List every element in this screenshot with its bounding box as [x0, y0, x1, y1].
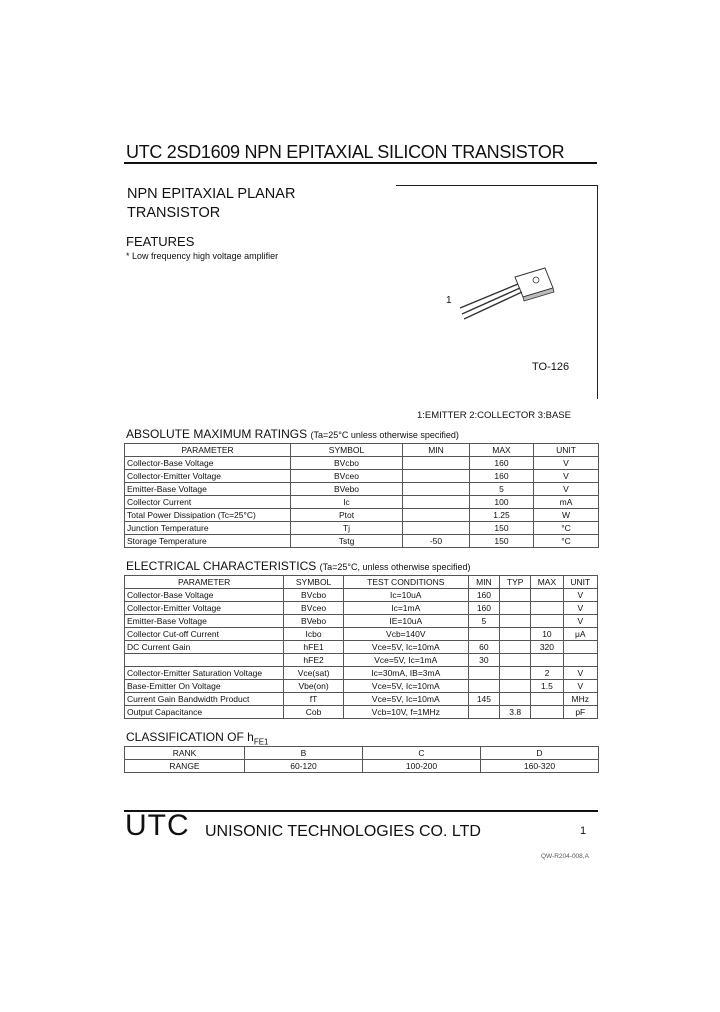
table-row [125, 589, 598, 602]
table-cell [403, 496, 470, 509]
table-cell: Storage Temperature [125, 535, 291, 548]
table-cell: Collector-Emitter Voltage [125, 602, 284, 615]
page-number: 1 [580, 825, 587, 837]
table-cell: Vce=5V, Ic=10mA [343, 641, 468, 654]
table-cell: Vbe(on) [284, 680, 343, 693]
abs-max-body [125, 457, 599, 548]
abs-header-max: MAX [470, 444, 534, 457]
table-cell: BVceo [284, 602, 343, 615]
table-cell: 5 [470, 483, 534, 496]
table-cell: 145 [468, 693, 499, 706]
table-cell: 2 [531, 667, 563, 680]
range-label: RANGE [125, 760, 245, 773]
table-cell: Emitter-Base Voltage [125, 615, 284, 628]
classification-range-row [125, 760, 599, 773]
elec-header-row [125, 576, 598, 589]
title-rule [124, 162, 597, 164]
table-cell [563, 654, 597, 667]
table-cell: V [563, 667, 597, 680]
table-cell [403, 470, 470, 483]
range-b: 60-120 [245, 760, 363, 773]
table-cell: 60 [468, 641, 499, 654]
elec-header-symbol: SYMBOL [284, 576, 343, 589]
table-cell: Tj [291, 522, 403, 535]
table-row [125, 654, 598, 667]
table-cell: MHz [563, 693, 597, 706]
rank-c: C [363, 747, 481, 760]
table-cell: DC Current Gain [125, 641, 284, 654]
table-row [125, 457, 599, 470]
table-cell [403, 522, 470, 535]
abs-max-table [124, 443, 599, 548]
table-cell: Collector Current [125, 496, 291, 509]
table-cell [468, 667, 499, 680]
table-row [125, 470, 599, 483]
table-cell [125, 654, 284, 667]
table-cell: V [563, 615, 597, 628]
table-cell: mA [534, 496, 599, 509]
table-cell: Current Gain Bandwidth Product [125, 693, 284, 706]
rank-label: RANK [125, 747, 245, 760]
table-cell: Collector-Base Voltage [125, 589, 284, 602]
table-cell: Vcb=140V [343, 628, 468, 641]
table-cell: Collector-Emitter Voltage [125, 470, 291, 483]
abs-max-title: ABSOLUTE MAXIMUM RATINGS [126, 427, 308, 441]
range-d: 160-320 [481, 760, 599, 773]
table-cell: 160 [470, 457, 534, 470]
classification-heading [126, 730, 268, 746]
table-cell: 160 [468, 602, 499, 615]
elec-header-min: MIN [468, 576, 499, 589]
page-title: UTC 2SD1609 NPN EPITAXIAL SILICON TRANSISTOR [126, 142, 565, 162]
table-cell: BVebo [291, 483, 403, 496]
table-cell: Ptot [291, 509, 403, 522]
table-cell: V [563, 589, 597, 602]
feature-item: * Low frequency high voltage amplifier [126, 251, 279, 261]
table-row [125, 615, 598, 628]
table-cell [531, 654, 563, 667]
classification-table [124, 746, 599, 773]
table-cell [500, 667, 531, 680]
table-cell: W [534, 509, 599, 522]
table-cell [403, 509, 470, 522]
features-heading: FEATURES [126, 234, 195, 249]
table-cell: Vce=5V, Ic=1mA [343, 654, 468, 667]
table-row [125, 522, 599, 535]
table-cell [531, 589, 563, 602]
table-cell [531, 706, 563, 719]
table-cell [563, 641, 597, 654]
table-row [125, 680, 598, 693]
table-cell: 10 [531, 628, 563, 641]
table-cell: BVcbo [291, 457, 403, 470]
table-cell: 1.5 [531, 680, 563, 693]
table-cell: Emitter-Base Voltage [125, 483, 291, 496]
classification-title: CLASSIFICATION OF h [126, 730, 254, 744]
table-cell [531, 602, 563, 615]
table-cell: 3.8 [500, 706, 531, 719]
table-cell: 5 [468, 615, 499, 628]
to126-package-drawing [440, 262, 560, 324]
table-cell [468, 706, 499, 719]
table-cell: 160 [468, 589, 499, 602]
table-row [125, 628, 598, 641]
table-cell: Total Power Dissipation (Tc=25°C) [125, 509, 291, 522]
table-cell [500, 589, 531, 602]
table-cell: Vce(sat) [284, 667, 343, 680]
abs-max-note: (Ta=25°C unless otherwise specified) [310, 430, 459, 440]
table-cell: V [563, 602, 597, 615]
table-row [125, 706, 598, 719]
table-cell: Collector-Base Voltage [125, 457, 291, 470]
elec-table [124, 575, 598, 719]
elec-header-parameter: PARAMETER [125, 576, 284, 589]
subtitle-line1: NPN EPITAXIAL PLANAR [127, 186, 296, 202]
table-cell [531, 615, 563, 628]
elec-header-typ: TYP [500, 576, 531, 589]
table-cell: pF [563, 706, 597, 719]
table-cell: 160 [470, 470, 534, 483]
rank-d: D [481, 747, 599, 760]
table-cell: V [534, 483, 599, 496]
table-cell: Icbo [284, 628, 343, 641]
footer-logo: UTC [125, 809, 190, 842]
elec-header-unit: UNIT [563, 576, 597, 589]
table-cell: Junction Temperature [125, 522, 291, 535]
table-cell [500, 615, 531, 628]
table-cell [500, 641, 531, 654]
table-cell: Tstg [291, 535, 403, 548]
table-cell: 150 [470, 522, 534, 535]
table-cell: hFE2 [284, 654, 343, 667]
table-cell: Base-Emitter On Voltage [125, 680, 284, 693]
table-cell: hFE1 [284, 641, 343, 654]
table-cell: fT [284, 693, 343, 706]
abs-max-heading [126, 427, 459, 441]
range-c: 100-200 [363, 760, 481, 773]
table-cell [500, 602, 531, 615]
table-row [125, 509, 599, 522]
table-cell: IE=10uA [343, 615, 468, 628]
table-row [125, 535, 599, 548]
table-cell: Ic=30mA, IB=3mA [343, 667, 468, 680]
footer-company: UNISONIC TECHNOLOGIES CO. LTD [205, 823, 481, 840]
table-cell: V [534, 457, 599, 470]
table-cell: Ic [291, 496, 403, 509]
package-name: TO-126 [532, 361, 570, 373]
table-row [125, 667, 598, 680]
table-cell: 1.25 [470, 509, 534, 522]
table-cell [403, 483, 470, 496]
table-cell [531, 693, 563, 706]
table-row [125, 602, 598, 615]
abs-header-parameter: PARAMETER [125, 444, 291, 457]
table-cell: Output Capacitance [125, 706, 284, 719]
table-cell: °C [534, 522, 599, 535]
elec-heading [126, 559, 471, 573]
table-cell [403, 457, 470, 470]
table-cell: BVcbo [284, 589, 343, 602]
table-cell: BVebo [284, 615, 343, 628]
abs-header-min: MIN [403, 444, 470, 457]
table-cell: V [563, 680, 597, 693]
table-cell: Vcb=10V, f=1MHz [343, 706, 468, 719]
table-cell [500, 654, 531, 667]
table-cell: BVceo [291, 470, 403, 483]
table-cell: Ic=10uA [343, 589, 468, 602]
table-cell [500, 680, 531, 693]
elec-header-max: MAX [531, 576, 563, 589]
table-cell: 320 [531, 641, 563, 654]
table-cell: 30 [468, 654, 499, 667]
elec-body [125, 589, 598, 719]
table-row [125, 693, 598, 706]
table-cell: Vce=5V, Ic=10mA [343, 693, 468, 706]
table-cell: Vce=5V, Ic=10mA [343, 680, 468, 693]
table-cell: Cob [284, 706, 343, 719]
table-row [125, 496, 599, 509]
subtitle-line2: TRANSISTOR [127, 205, 221, 221]
pin1-label: 1 [446, 295, 452, 306]
footer-rule [124, 810, 598, 812]
abs-header-unit: UNIT [534, 444, 599, 457]
abs-header-symbol: SYMBOL [291, 444, 403, 457]
table-cell [500, 628, 531, 641]
table-cell [468, 628, 499, 641]
table-cell: μA [563, 628, 597, 641]
classification-title-sub: FE1 [253, 737, 269, 747]
rank-b: B [245, 747, 363, 760]
table-cell: Collector Cut-off Current [125, 628, 284, 641]
table-cell: Collector-Emitter Saturation Voltage [125, 667, 284, 680]
table-cell [468, 680, 499, 693]
abs-max-header-row [125, 444, 599, 457]
table-row [125, 483, 599, 496]
table-cell: Ic=1mA [343, 602, 468, 615]
table-cell: -50 [403, 535, 470, 548]
elec-title: ELECTRICAL CHARACTERISTICS [126, 559, 317, 573]
elec-note: (Ta=25°C, unless otherwise specified) [319, 562, 471, 572]
table-cell: °C [534, 535, 599, 548]
table-row [125, 641, 598, 654]
table-cell: V [534, 470, 599, 483]
table-cell: 100 [470, 496, 534, 509]
pinout-label: 1:EMITTER 2:COLLECTOR 3:BASE [417, 410, 571, 421]
classification-rank-row [125, 747, 599, 760]
doc-code: QW-R204-008,A [541, 853, 589, 860]
elec-header-conditions: TEST CONDITIONS [343, 576, 468, 589]
table-cell: 150 [470, 535, 534, 548]
table-cell [500, 693, 531, 706]
